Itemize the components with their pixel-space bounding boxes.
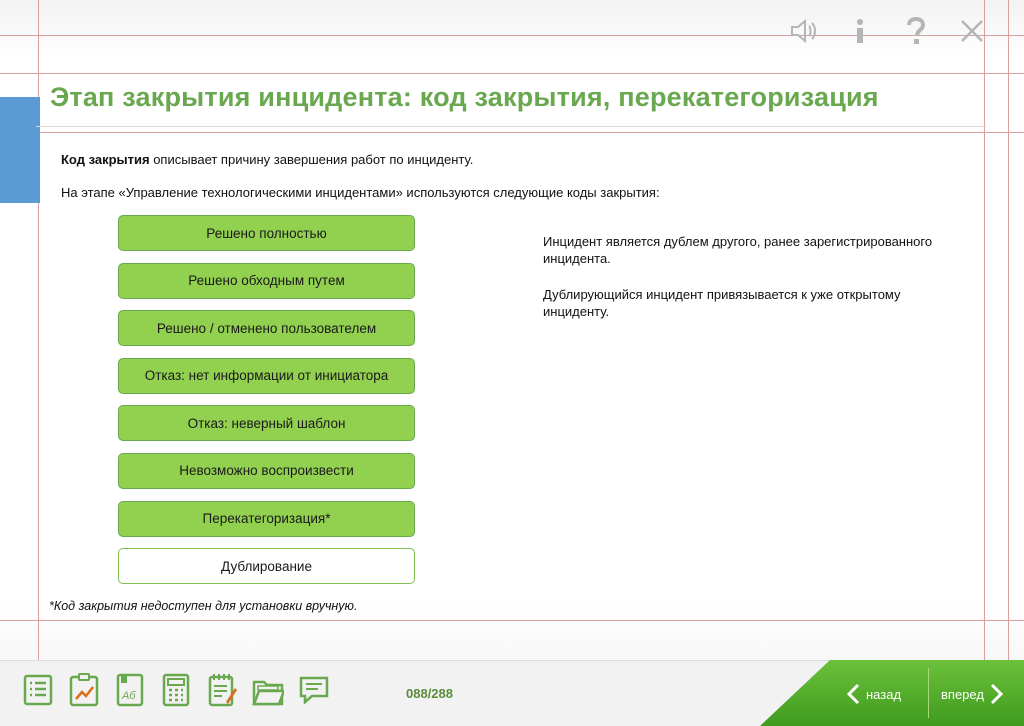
forward-button[interactable] bbox=[941, 680, 1004, 708]
section-marker bbox=[0, 97, 40, 203]
close-icon[interactable] bbox=[956, 14, 988, 48]
folder-icon[interactable] bbox=[252, 672, 284, 708]
code-button-cancelled-by-user[interactable]: Решено / отменено пользователем bbox=[118, 310, 415, 346]
code-button-no-info[interactable]: Отказ: нет информации от инициатора bbox=[118, 358, 415, 394]
guide-line bbox=[0, 620, 1024, 621]
list-icon[interactable] bbox=[22, 672, 54, 708]
chevron-right-icon bbox=[990, 683, 1004, 705]
nav-separator bbox=[928, 668, 929, 718]
glossary-icon[interactable] bbox=[114, 672, 146, 708]
code-button-workaround[interactable]: Решено обходным путем bbox=[118, 263, 415, 299]
code-button-duplicate[interactable]: Дублирование bbox=[118, 548, 415, 584]
code-button-cannot-reproduce[interactable]: Невозможно воспроизвести bbox=[118, 453, 415, 489]
guide-line bbox=[1008, 0, 1009, 726]
code-button-recategorization[interactable]: Перекатегоризация* bbox=[118, 501, 415, 537]
page-counter: 088/288 bbox=[406, 686, 453, 701]
info-icon[interactable] bbox=[844, 14, 876, 48]
notepad-icon[interactable] bbox=[206, 672, 238, 708]
code-button-resolved[interactable]: Решено полностью bbox=[118, 215, 415, 251]
comment-icon[interactable] bbox=[298, 672, 330, 708]
description-paragraph: Инцидент является дублем другого, ранее зарегистрированного инцидента. bbox=[543, 234, 933, 266]
help-icon[interactable] bbox=[900, 14, 932, 48]
speaker-icon[interactable] bbox=[788, 14, 820, 48]
intro-term-rest: описывает причину завершения работ по инциденту. bbox=[149, 152, 474, 167]
closure-code-list bbox=[118, 215, 415, 596]
back-button[interactable] bbox=[846, 680, 901, 708]
page-title: Этап закрытия инцидента: код закрытия, перекатегоризация bbox=[50, 82, 879, 112]
guide-line bbox=[0, 132, 1024, 133]
guide-line bbox=[0, 73, 1024, 74]
footnote: *Код закрытия недоступен для установки вручную. bbox=[49, 599, 358, 613]
guide-line bbox=[984, 0, 985, 726]
clipboard-chart-icon[interactable] bbox=[68, 672, 100, 708]
svg-text:Аб: Аб bbox=[122, 690, 136, 702]
bottom-toolbar bbox=[22, 672, 330, 708]
intro-text bbox=[61, 152, 473, 167]
intro-text-2: На этапе «Управление технологическими инцидентами» используются следующие коды закрытия: bbox=[61, 185, 660, 200]
intro-term: Код закрытия bbox=[61, 152, 150, 167]
description-paragraph: Дублирующийся инцидент привязывается к уже открытому инциденту. bbox=[543, 287, 901, 319]
chevron-left-icon bbox=[846, 683, 860, 705]
code-description bbox=[543, 233, 963, 320]
back-button-label: назад bbox=[866, 686, 902, 702]
code-button-wrong-template[interactable]: Отказ: неверный шаблон bbox=[118, 405, 415, 441]
top-toolbar bbox=[788, 14, 988, 48]
forward-button-label: вперед bbox=[941, 686, 984, 702]
title-divider bbox=[36, 126, 986, 127]
calculator-icon[interactable] bbox=[160, 672, 192, 708]
